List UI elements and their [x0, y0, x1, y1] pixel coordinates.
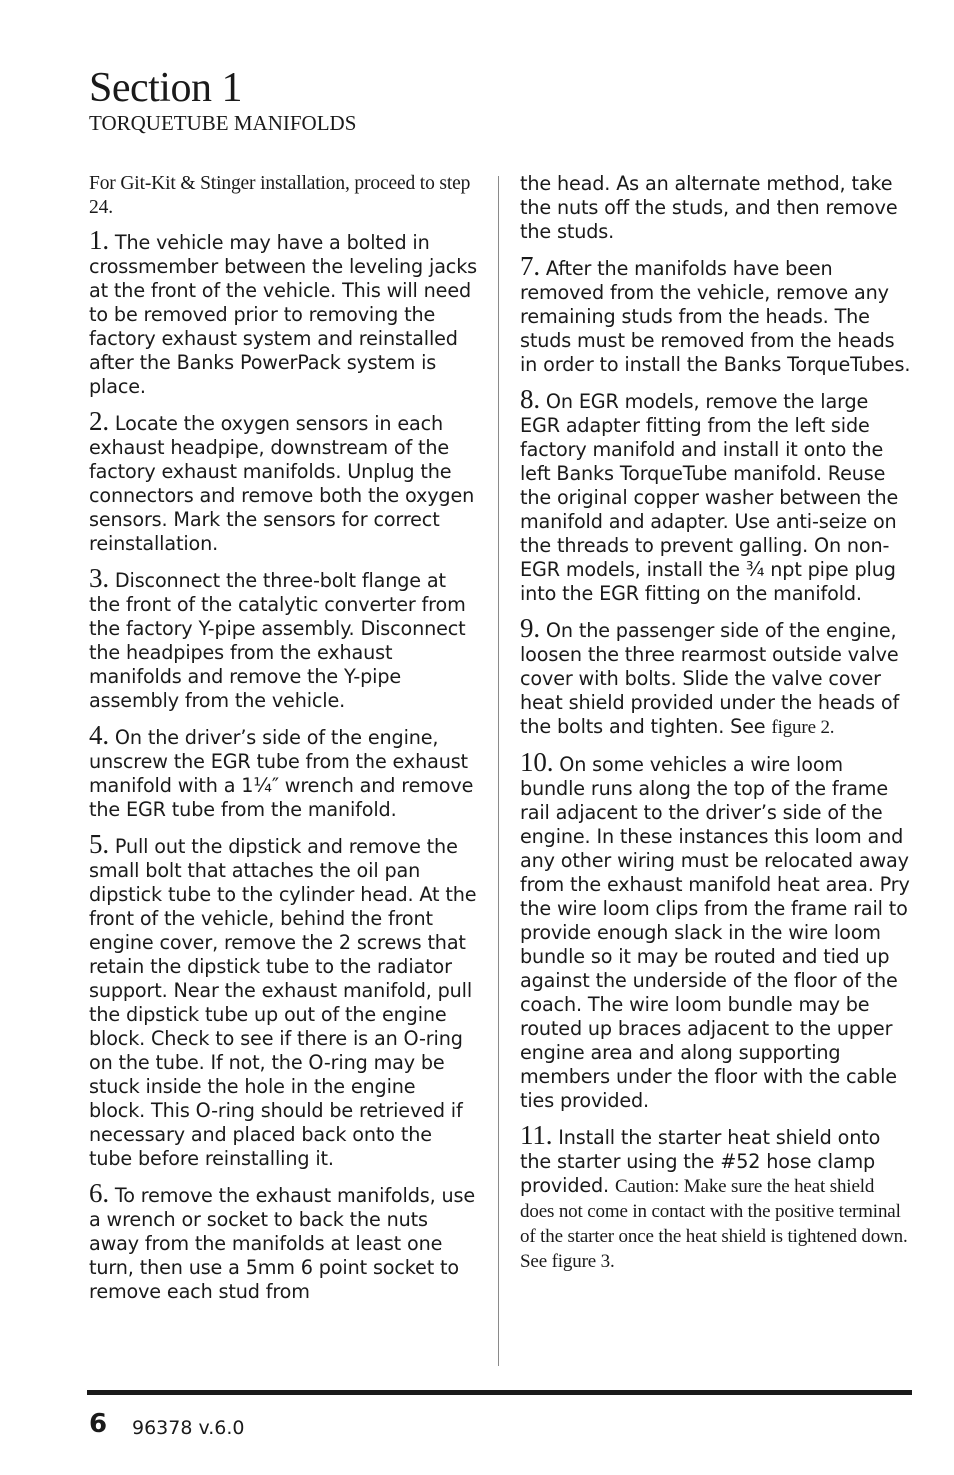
- step-text: On the driver’s side of the engine, unscrew the EGR tube from the exhaust manifold with a 1¼″ wrench and remove the EGR tube from the manifold.: [89, 726, 474, 821]
- step-text: On EGR models, remove the large EGR adapter fitting from the left side factory manifold and install it onto the left Banks TorqueTube manifold. Reuse the original copper washer between the manifold and adapter. Use anti-seize on the threads to prevent galling. On non-EGR models, install the ¾ npt pipe plug into the EGR fitting on the manifold.: [520, 390, 899, 605]
- step-number: 3.: [89, 563, 109, 593]
- step-number: 9.: [520, 613, 540, 643]
- step-text: Pull out the dipstick and remove the small bolt that attaches the oil pan dipstick tube to the cylinder head. At the front of the vehicle, behind the front engine cover, remove the 2 screws that retain the dipstick tube to the radiator support. Near the exhaust manifold, pull the dipstick tube up out of the engine block. Check to see if there is an O-ring on the tube. If not, the O-ring may be stuck inside the hole in the engine block. This O-ring should be retrieved if necessary and placed back onto the tube before reinstalling it.: [89, 835, 477, 1170]
- left-column: [89, 172, 477, 1316]
- step-11: [520, 1120, 912, 1274]
- step-number: 11.: [520, 1120, 553, 1150]
- step-text: On some vehicles a wire loom bundle runs along the top of the frame rail adjacent to the driver’s side of the engine. In these instances this loom and any other wiring must be relocated away from the exhaust manifold heat area. Pry the wire loom clips from the frame rail to provide enough slack in the wire loom bundle so it may be routed and tied up against the underside of the floor of the coach. The wire loom bundle may be routed up braces adjacent to the upper engine area and along supporting members under the floor with the cable ties provided.: [520, 753, 910, 1112]
- step-number: 10.: [520, 747, 554, 777]
- page-number: 6: [89, 1409, 108, 1439]
- step-10: [520, 747, 912, 1113]
- step-4: [89, 720, 477, 822]
- figure-reference: figure 2.: [771, 717, 835, 738]
- step-text: The vehicle may have a bolted in crossmember between the leveling jacks at the front of the vehicle. This will need to be removed prior to removing the factory exhaust system and reinstalled after the Banks PowerPack system is place.: [89, 231, 478, 398]
- step-6-continued: [520, 172, 912, 244]
- step-6: [89, 1178, 477, 1304]
- step-3: [89, 563, 477, 713]
- step-9: [520, 613, 912, 740]
- step-number: 2.: [89, 406, 109, 436]
- step-number: 5.: [89, 829, 109, 859]
- section-title: Section 1: [89, 65, 242, 111]
- footer-rule: [87, 1390, 912, 1395]
- step-8: [520, 384, 912, 606]
- step-1: [89, 225, 478, 399]
- step-text: On the passenger side of the engine, loosen the three rearmost outside valve cover with bolts. Slide the valve cover heat shield provided under the heads of the bolts and tighten. See: [520, 619, 900, 738]
- step-text: the head. As an alternate method, take the nuts off the studs, and then remove the studs.: [520, 172, 898, 243]
- step-text: Locate the oxygen sensors in each exhaust headpipe, downstream of the factory exhaust manifolds. Unplug the connectors and remove both the oxygen sensors. Mark the sensors for correct reinstallation.: [89, 412, 475, 555]
- column-divider: [498, 176, 499, 1366]
- step-text: Install the starter heat shield onto the starter using the #52 hose clamp provided.: [520, 1126, 881, 1197]
- step-text: After the manifolds have been removed from the vehicle, remove any remaining studs from the heads. The studs must be removed from the heads in order to install the Banks TorqueTubes.: [520, 257, 911, 376]
- step-number: 1.: [89, 225, 109, 255]
- step-number: 6.: [89, 1178, 109, 1208]
- step-number: 7.: [520, 251, 540, 281]
- step-number: 8.: [520, 384, 540, 414]
- section-subtitle: TORQUETUBE MANIFOLDS: [89, 111, 357, 135]
- step-7: [520, 251, 912, 377]
- document-number: 96378 v.6.0: [132, 1417, 245, 1439]
- step-text: Disconnect the three-bolt flange at the front of the catalytic converter from the factory Y-pipe assembly. Disconnect the headpipes from the exhaust manifolds and remove the Y-pipe assembly from the vehicle.: [89, 569, 466, 712]
- caution-note: Caution: Make sure the heat shield does not come in contact with the positive terminal of the starter once the heat shield is tightened down. See figure 3.: [520, 1176, 908, 1272]
- step-text: To remove the exhaust manifolds, use a wrench or socket to back the nuts away from the manifolds at least one turn, then use a 5mm 6 point socket to remove each stud from: [89, 1184, 475, 1303]
- step-2: [89, 406, 477, 556]
- right-column: [520, 172, 912, 1286]
- step-5: [89, 829, 477, 1171]
- intro-note: For Git-Kit & Stinger installation, proceed to step 24.: [89, 173, 471, 218]
- step-number: 4.: [89, 720, 109, 750]
